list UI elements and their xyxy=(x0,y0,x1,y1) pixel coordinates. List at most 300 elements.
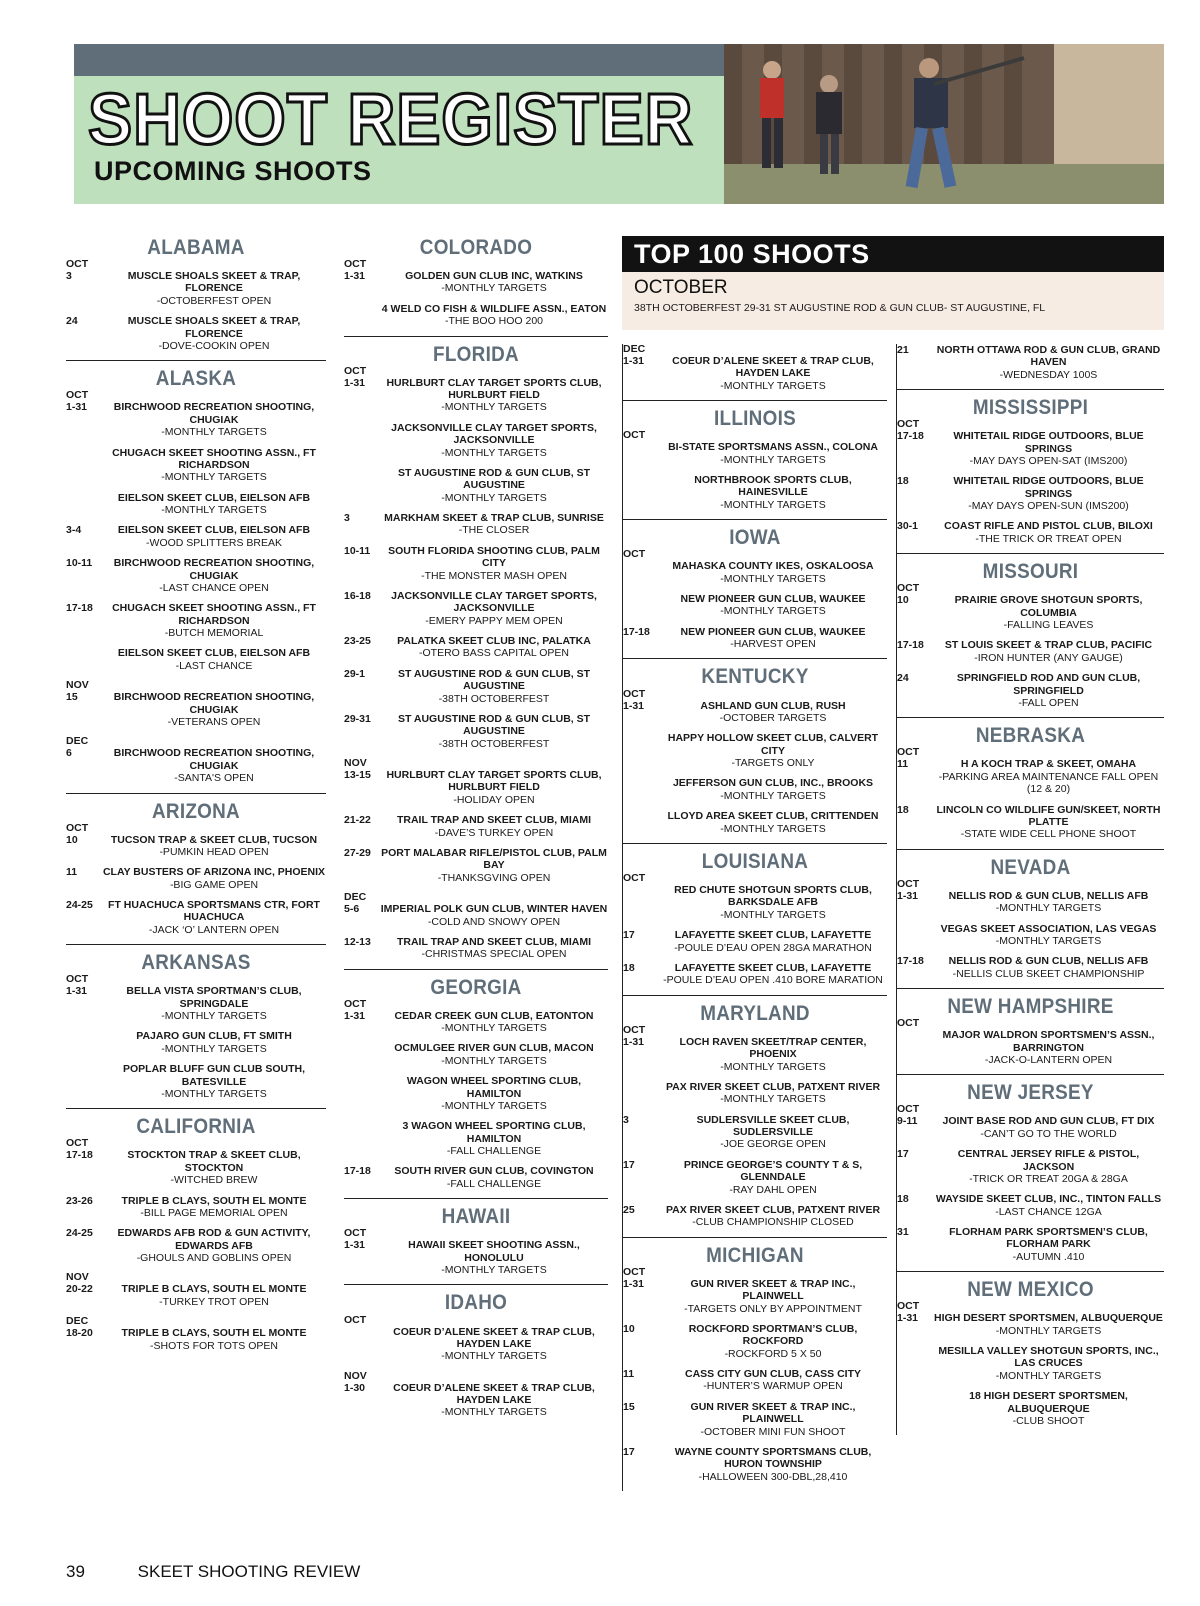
shoot-date: 15 xyxy=(623,1400,635,1413)
shoot-entry xyxy=(897,1312,1164,1337)
shoot-details xyxy=(933,1226,1164,1263)
shoot-date: 18 xyxy=(897,475,909,488)
shoot-date: 24-25 xyxy=(66,1227,93,1240)
event-name: -MONTHLY TARGETS xyxy=(995,1324,1102,1337)
shoot-date: 13-15 xyxy=(344,769,371,782)
shoot-entry xyxy=(623,929,887,954)
club-name: MAHASKA COUNTY IKES, OSKALOOSA xyxy=(672,560,874,573)
shoot-date: 17-18 xyxy=(66,602,93,615)
event-name: -38TH OCTOBERFEST xyxy=(438,692,550,705)
shoot-details xyxy=(659,1446,887,1483)
month-label: DEC xyxy=(66,735,89,748)
event-name: -SANTA'S OPEN xyxy=(174,772,254,785)
shoot-details xyxy=(380,1165,608,1190)
state-heading: MICHIGAN xyxy=(706,1243,804,1267)
state-heading: ALABAMA xyxy=(147,236,245,259)
month-label: OCT xyxy=(623,1023,646,1036)
shoot-entry xyxy=(344,936,608,961)
club-name: CENTRAL JERSEY RIFLE & PISTOL, JACKSON xyxy=(957,1148,1140,1173)
shoot-details xyxy=(380,467,608,504)
club-name: WAGON WHEEL SPORTING CLUB, HAMILTON xyxy=(406,1075,582,1100)
state-heading: NEW MEXICO xyxy=(967,1278,1094,1302)
shoot-date: 1-31 xyxy=(344,376,366,389)
shoot-date xyxy=(623,560,659,585)
shoot-entry xyxy=(66,1063,326,1100)
shoot-date xyxy=(623,1081,659,1106)
shoot-date xyxy=(623,441,659,466)
shoot-details xyxy=(380,377,608,414)
shoot-entry xyxy=(66,492,326,517)
state-heading: ILLINOIS xyxy=(714,407,796,431)
shoot-details xyxy=(380,512,608,537)
club-name: CEDAR CREEK GUN CLUB, EATONTON xyxy=(394,1009,594,1022)
event-name: -WEDNESDAY 100S xyxy=(999,368,1098,381)
club-name: EIELSON SKEET CLUB, EIELSON AFB xyxy=(117,647,311,660)
state-section xyxy=(623,526,887,659)
shoot-entry xyxy=(344,713,608,750)
event-name: -MONTHLY TARGETS xyxy=(441,1099,547,1112)
shoot-details xyxy=(933,1193,1164,1218)
event-name: -BIG GAME OPEN xyxy=(169,878,259,891)
shoot-entry xyxy=(344,377,608,414)
shoot-date: 17-18 xyxy=(344,1165,371,1178)
shoot-details xyxy=(380,1382,608,1419)
shoot-entry xyxy=(623,441,887,466)
event-name: -MONTHLY TARGETS xyxy=(995,934,1102,947)
shoot-date: 1-31 xyxy=(623,1277,645,1290)
event-name: -MONTHLY TARGETS xyxy=(720,822,826,835)
club-name: PORT MALABAR RIFLE/PISTOL CLUB, PALM BAY xyxy=(381,846,607,872)
club-name: TRIPLE B CLAYS, SOUTH EL MONTE xyxy=(121,1283,307,1296)
shoot-details xyxy=(380,1120,608,1157)
shoot-entry xyxy=(66,602,326,639)
shoot-date: 1-30 xyxy=(344,1381,366,1394)
top100-heading: TOP 100 SHOOTS xyxy=(622,236,1164,272)
shoot-entry xyxy=(897,1148,1164,1185)
event-name: -THE BOO HOO 200 xyxy=(444,315,544,328)
shoot-entry xyxy=(623,1081,887,1106)
shoot-entry xyxy=(623,560,887,585)
event-name: -BILL PAGE MEMORIAL OPEN xyxy=(140,1206,288,1219)
shoot-details xyxy=(102,985,326,1022)
shoot-entry xyxy=(623,1036,887,1073)
event-name: -CLUB SHOOT xyxy=(1012,1414,1085,1427)
shoot-date: 3-4 xyxy=(66,524,82,537)
club-name: POPLAR BLUFF GUN CLUB SOUTH, BATESVILLE xyxy=(123,1063,305,1088)
club-name: BI-STATE SPORTSMANS ASSN., COLONA xyxy=(668,441,878,454)
state-section xyxy=(344,236,608,337)
event-name: -DAVE’S TURKEY OPEN xyxy=(434,826,554,839)
shoot-details xyxy=(933,1312,1164,1337)
event-name: -MONTHLY TARGETS xyxy=(720,453,826,466)
shoot-date: 1-31 xyxy=(344,270,366,283)
shoot-entry xyxy=(344,668,608,705)
shoot-entry xyxy=(66,899,326,936)
shoot-details xyxy=(102,899,326,936)
shoot-entry xyxy=(897,639,1164,664)
shoot-date: 24-25 xyxy=(66,899,93,912)
shoot-entry xyxy=(623,732,887,769)
shoot-details xyxy=(933,758,1164,795)
section-divider xyxy=(897,1074,1164,1075)
state-heading: CALIFORNIA xyxy=(136,1115,256,1139)
shoot-date: 24 xyxy=(897,672,909,685)
shoot-details xyxy=(659,929,887,954)
club-name: TRIPLE B CLAYS, SOUTH EL MONTE xyxy=(121,1327,307,1340)
month-label: OCT xyxy=(66,821,89,834)
page-footer xyxy=(66,1562,360,1582)
shoot-entry xyxy=(897,672,1164,709)
shoot-details xyxy=(102,524,326,549)
shoot-date: 11 xyxy=(623,1368,635,1381)
club-name: VEGAS SKEET ASSOCIATION, LAS VEGAS xyxy=(940,922,1157,935)
club-name: ST LOUIS SKEET & TRAP CLUB, PACIFIC xyxy=(944,639,1153,652)
club-name: WAYNE COUNTY SPORTSMANS CLUB, HURON TOWNSHIP xyxy=(674,1445,872,1471)
club-name: LAFAYETTE SKEET CLUB, LAFAYETTE xyxy=(674,929,872,942)
month-label: OCT xyxy=(623,429,646,442)
club-name: NELLIS ROD & GUN CLUB, NELLIS AFB xyxy=(948,955,1149,968)
club-name: MARKHAM SKEET & TRAP CLUB, SUNRISE xyxy=(384,512,604,525)
shoot-date: 17 xyxy=(623,1445,635,1458)
state-section xyxy=(897,396,1164,554)
shoot-entry xyxy=(66,985,326,1022)
shoot-date: 17-18 xyxy=(897,430,924,443)
shoot-date xyxy=(66,647,102,672)
event-name: -WITCHED BREW xyxy=(170,1174,258,1187)
club-name: FLORHAM PARK SPORTSMEN’S CLUB, FLORHAM PARK xyxy=(949,1226,1148,1251)
event-name: -TARGETS ONLY xyxy=(731,757,815,770)
shoot-date: 16-18 xyxy=(344,589,371,602)
club-name: SPRINGFIELD ROD AND GUN CLUB, SPRINGFIELD xyxy=(956,672,1141,697)
shoot-date: 17-18 xyxy=(897,955,924,968)
shoot-date: 12-13 xyxy=(344,935,371,948)
shoot-date: 24 xyxy=(66,315,78,328)
club-name: HIGH DESERT SPORTSMEN, ALBUQUERQUE xyxy=(934,1312,1163,1325)
shoot-date: 11 xyxy=(897,758,909,771)
shoot-entry xyxy=(66,1195,326,1220)
shoot-date: 17 xyxy=(623,1158,635,1171)
shoot-date xyxy=(623,884,659,921)
state-section xyxy=(344,343,608,970)
shoot-details xyxy=(933,1345,1164,1382)
club-name: PAJARO GUN CLUB, FT SMITH xyxy=(136,1030,292,1043)
shoot-date xyxy=(344,303,380,328)
shoot-entry xyxy=(344,303,608,328)
shoot-date: 18 xyxy=(897,803,909,816)
event-name: -TARGETS ONLY BY APPOINTMENT xyxy=(684,1302,862,1315)
shoot-date xyxy=(623,474,659,511)
shoot-date xyxy=(66,447,102,484)
state-heading: NEW HAMPSHIRE xyxy=(947,995,1114,1019)
shoot-date: 1-31 xyxy=(66,985,88,998)
shoot-details xyxy=(933,1029,1164,1066)
shoot-date xyxy=(344,1120,380,1157)
club-name: WAYSIDE SKEET CLUB, INC., TINTON FALLS xyxy=(935,1193,1162,1206)
shoot-entry xyxy=(344,1075,608,1112)
state-section xyxy=(66,951,326,1109)
month-label: OCT xyxy=(623,548,646,561)
shoot-entry xyxy=(66,1327,326,1352)
event-name: -MONTHLY TARGETS xyxy=(161,471,267,484)
state-section xyxy=(897,560,1164,718)
club-name: PALATKA SKEET CLUB INC, PALATKA xyxy=(397,635,591,648)
club-name: CASS CITY GUN CLUB, CASS CITY xyxy=(685,1368,861,1381)
event-name: -TURKEY TROT OPEN xyxy=(159,1295,269,1308)
club-name: CHUGACH SKEET SHOOTING ASSN., FT RICHARDSON xyxy=(112,446,316,471)
month-label: NOV xyxy=(66,679,89,692)
club-name: LINCOLN CO WILDLIFE GUN/SKEET, NORTH PLATTE xyxy=(936,803,1161,828)
event-name: -CAN’T GO TO THE WORLD xyxy=(980,1127,1117,1140)
shoot-entry xyxy=(344,847,608,884)
event-name: -FALL CHALLENGE xyxy=(446,1177,542,1190)
club-name: HURLBURT CLAY TARGET SPORTS CLUB, HURLBURT FIELD xyxy=(386,376,602,402)
event-name: -CLUB CHAMPIONSHIP CLOSED xyxy=(692,1216,854,1229)
shoot-details xyxy=(659,1401,887,1438)
shoot-date: 6 xyxy=(66,747,72,760)
shoot-date: 29-1 xyxy=(344,667,366,680)
shoot-entry xyxy=(897,890,1164,915)
event-name: -AUTUMN .410 xyxy=(1012,1250,1085,1263)
shoot-details xyxy=(659,962,887,987)
state-section xyxy=(623,344,887,401)
event-name: -VETERANS OPEN xyxy=(167,715,261,728)
event-name: -THE CLOSER xyxy=(458,524,530,537)
event-name: -MONTHLY TARGETS xyxy=(441,1350,547,1363)
event-name: -OCTOBERFEST OPEN xyxy=(156,294,272,307)
shoot-entry xyxy=(344,1326,608,1363)
shoot-date: 1-31 xyxy=(623,699,645,712)
month-label: OCT xyxy=(897,418,920,431)
top100-box xyxy=(622,236,1164,330)
state-heading: ARIZONA xyxy=(151,799,240,823)
shoot-entry xyxy=(623,626,887,651)
month-label: OCT xyxy=(344,1227,367,1240)
shoot-date: 15 xyxy=(66,691,78,704)
section-divider xyxy=(66,360,326,361)
shoot-details xyxy=(659,1278,887,1315)
publication-name: SKEET SHOOTING REVIEW xyxy=(137,1562,361,1581)
shoot-date: 11 xyxy=(66,866,78,879)
shoot-details xyxy=(659,474,887,511)
state-section xyxy=(66,1115,326,1352)
shoot-date: 9-11 xyxy=(897,1115,918,1128)
shoot-details xyxy=(659,732,887,769)
state-heading: COLORADO xyxy=(419,236,533,259)
section-divider xyxy=(897,553,1164,554)
club-name: HAPPY HOLLOW SKEET CLUB, CALVERT CITY xyxy=(667,732,879,757)
shoot-entry xyxy=(623,474,887,511)
event-name: -MONTHLY TARGETS xyxy=(441,282,547,295)
page-title: SHOOT REGISTER xyxy=(88,80,694,160)
club-name: IMPERIAL POLK GUN CLUB, WINTER HAVEN xyxy=(380,903,608,916)
shoot-details xyxy=(659,700,887,725)
header-banner xyxy=(74,44,1164,204)
shoot-details xyxy=(102,447,326,484)
club-name: NORTH OTTAWA ROD & GUN CLUB, GRAND HAVEN xyxy=(936,344,1161,369)
shoot-details xyxy=(933,923,1164,948)
shoot-date: 18-20 xyxy=(66,1327,93,1340)
club-name: LAFAYETTE SKEET CLUB, LAFAYETTE xyxy=(674,961,872,974)
month-label: OCT xyxy=(897,746,920,759)
club-name: JOINT BASE ROD AND GUN CLUB, FT DIX xyxy=(942,1115,1155,1128)
shoot-details xyxy=(933,639,1164,664)
state-heading: NEVADA xyxy=(990,855,1071,879)
listing-column-3 xyxy=(622,344,887,1491)
shoot-entry xyxy=(66,747,326,784)
club-name: NEW PIONEER GUN CLUB, WAUKEE xyxy=(680,592,866,605)
shoot-details xyxy=(933,475,1164,512)
shoot-details xyxy=(933,1115,1164,1140)
event-name: -MONTHLY TARGETS xyxy=(161,1087,267,1100)
club-name: EIELSON SKEET CLUB, EIELSON AFB xyxy=(117,524,311,537)
shoot-details xyxy=(380,635,608,660)
shoot-details xyxy=(659,1081,887,1106)
event-name: -MONTHLY TARGETS xyxy=(720,379,826,392)
shoot-date: 1-31 xyxy=(897,889,919,902)
shoot-entry xyxy=(623,355,887,392)
state-section xyxy=(66,236,326,361)
club-name: WHITETAIL RIDGE OUTDOORS, BLUE SPRINGS xyxy=(953,430,1144,455)
shoot-entry xyxy=(623,1278,887,1315)
shoot-details xyxy=(380,713,608,750)
event-name: -COLD AND SNOWY OPEN xyxy=(427,915,561,928)
shoot-entry xyxy=(897,344,1164,381)
shoot-date: 31 xyxy=(897,1226,909,1239)
shooters-photo xyxy=(724,44,1164,204)
shoot-details xyxy=(102,1227,326,1264)
shoot-date: 29-31 xyxy=(344,712,371,725)
shoot-entry xyxy=(66,270,326,307)
event-name: -MONTHLY TARGETS xyxy=(441,401,547,414)
event-name: -MONTHLY TARGETS xyxy=(441,1054,547,1067)
state-heading: IDAHO xyxy=(444,1291,508,1315)
state-heading: NEBRASKA xyxy=(975,724,1086,748)
shoot-details xyxy=(659,626,887,651)
section-divider xyxy=(623,1237,887,1238)
state-section xyxy=(344,976,608,1200)
shoot-entry xyxy=(623,1401,887,1438)
shoot-details xyxy=(380,769,608,806)
state-section xyxy=(623,407,887,520)
event-name: -MONTHLY TARGETS xyxy=(720,605,826,618)
club-name: PAX RIVER SKEET CLUB, PATXENT RIVER xyxy=(665,1080,881,1093)
month-label: DEC xyxy=(344,891,367,904)
state-heading: MISSOURI xyxy=(982,560,1079,584)
section-divider xyxy=(344,1284,608,1285)
shoot-details xyxy=(380,1075,608,1112)
shoot-date: 17 xyxy=(623,929,635,942)
shoot-date xyxy=(344,422,380,459)
shoot-entry xyxy=(66,1149,326,1186)
event-name: -OCTOBER TARGETS xyxy=(719,711,827,724)
shoot-details xyxy=(380,422,608,459)
month-label: NOV xyxy=(344,757,367,770)
shoot-details xyxy=(659,560,887,585)
shoot-entry xyxy=(344,1010,608,1035)
state-heading: KENTUCKY xyxy=(701,665,809,689)
shoot-date: 30-1 xyxy=(897,520,919,533)
state-heading: HAWAII xyxy=(441,1205,511,1229)
shoot-date xyxy=(344,1075,380,1112)
club-name: ST AUGUSTINE ROD & GUN CLUB, ST AUGUSTINE xyxy=(397,466,591,492)
shoot-date: 17 xyxy=(897,1148,909,1161)
shoot-entry xyxy=(66,1283,326,1308)
section-divider xyxy=(344,969,608,970)
event-name: -MONTHLY TARGETS xyxy=(161,426,267,439)
shoot-date: 1-31 xyxy=(897,1312,919,1325)
shoot-details xyxy=(659,593,887,618)
club-name: PAX RIVER SKEET CLUB, PATXENT RIVER xyxy=(665,1203,881,1216)
state-heading: GEORGIA xyxy=(430,975,522,999)
state-heading: ARKANSAS xyxy=(141,951,251,975)
month-label: NOV xyxy=(344,1369,367,1382)
event-name: -JACK-O-LANTERN OPEN xyxy=(984,1053,1113,1066)
shoot-date: 18 xyxy=(623,961,635,974)
club-name: HURLBURT CLAY TARGET SPORTS CLUB, HURLBURT FIELD xyxy=(386,769,602,794)
event-name: -JACK ‘O’ LANTERN OPEN xyxy=(148,923,280,936)
shoot-details xyxy=(933,890,1164,915)
month-label: OCT xyxy=(344,1313,367,1326)
shoot-date xyxy=(66,1063,102,1100)
event-name: -LAST CHANCE OPEN xyxy=(159,581,269,594)
event-name: -HUNTER’S WARMUP OPEN xyxy=(703,1380,843,1393)
club-name: BIRCHWOOD RECREATION SHOOTING, CHUGIAK xyxy=(113,557,315,582)
shoot-date: 21 xyxy=(897,344,909,356)
club-name: GOLDEN GUN CLUB INC, WATKINS xyxy=(405,270,583,283)
club-name: SOUTH RIVER GUN CLUB, COVINGTON xyxy=(394,1165,594,1178)
event-name: -MAY DAYS OPEN-SAT (IMS200) xyxy=(969,454,1128,467)
shoot-entry xyxy=(897,1115,1164,1140)
shoot-entry xyxy=(66,834,326,859)
shoot-details xyxy=(380,303,608,328)
event-name: -PUMKIN HEAD OPEN xyxy=(159,845,269,858)
shoot-details xyxy=(933,344,1164,381)
shoot-details xyxy=(102,834,326,859)
shoot-date: 20-22 xyxy=(66,1283,93,1296)
section-divider xyxy=(623,519,887,520)
club-name: NEW PIONEER GUN CLUB, WAUKEE xyxy=(680,625,866,638)
shoot-date: 10 xyxy=(623,1322,635,1335)
month-label: DEC xyxy=(66,1315,89,1328)
club-name: BELLA VISTA SPORTMAN’S CLUB, SPRINGDALE xyxy=(126,985,302,1010)
event-name: -HALLOWEEN 300-DBL,28,410 xyxy=(698,1470,848,1483)
shoot-date: 25 xyxy=(623,1203,635,1216)
shoot-date xyxy=(897,923,933,948)
shoot-details xyxy=(380,847,608,884)
shoot-entry xyxy=(897,594,1164,631)
shoot-entry xyxy=(344,590,608,627)
event-name: -NELLIS CLUB SKEET CHAMPIONSHIP xyxy=(952,967,1145,980)
shoot-entry xyxy=(344,270,608,295)
shoot-entry xyxy=(344,1382,608,1419)
shoot-entry xyxy=(623,962,887,987)
event-name: -MONTHLY TARGETS xyxy=(441,1264,547,1277)
event-name: -MONTHLY TARGETS xyxy=(720,1093,826,1106)
club-name: STOCKTON TRAP & SKEET CLUB, STOCKTON xyxy=(127,1149,301,1174)
month-label: OCT xyxy=(344,258,367,271)
club-name: ST AUGUSTINE ROD & GUN CLUB, ST AUGUSTINE xyxy=(397,712,591,738)
state-section xyxy=(344,1291,608,1418)
state-section xyxy=(897,724,1164,849)
shoot-details xyxy=(933,594,1164,631)
club-name: FT HUACHUCA SPORTSMANS CTR, FORT HUACHUCA xyxy=(108,899,320,924)
shoot-date xyxy=(897,1345,933,1382)
event-name: -MONTHLY TARGETS xyxy=(161,1010,267,1023)
month-label: OCT xyxy=(66,1137,89,1150)
shoot-details xyxy=(380,1010,608,1035)
state-section xyxy=(897,1081,1164,1272)
shoot-date: 10 xyxy=(897,594,909,607)
